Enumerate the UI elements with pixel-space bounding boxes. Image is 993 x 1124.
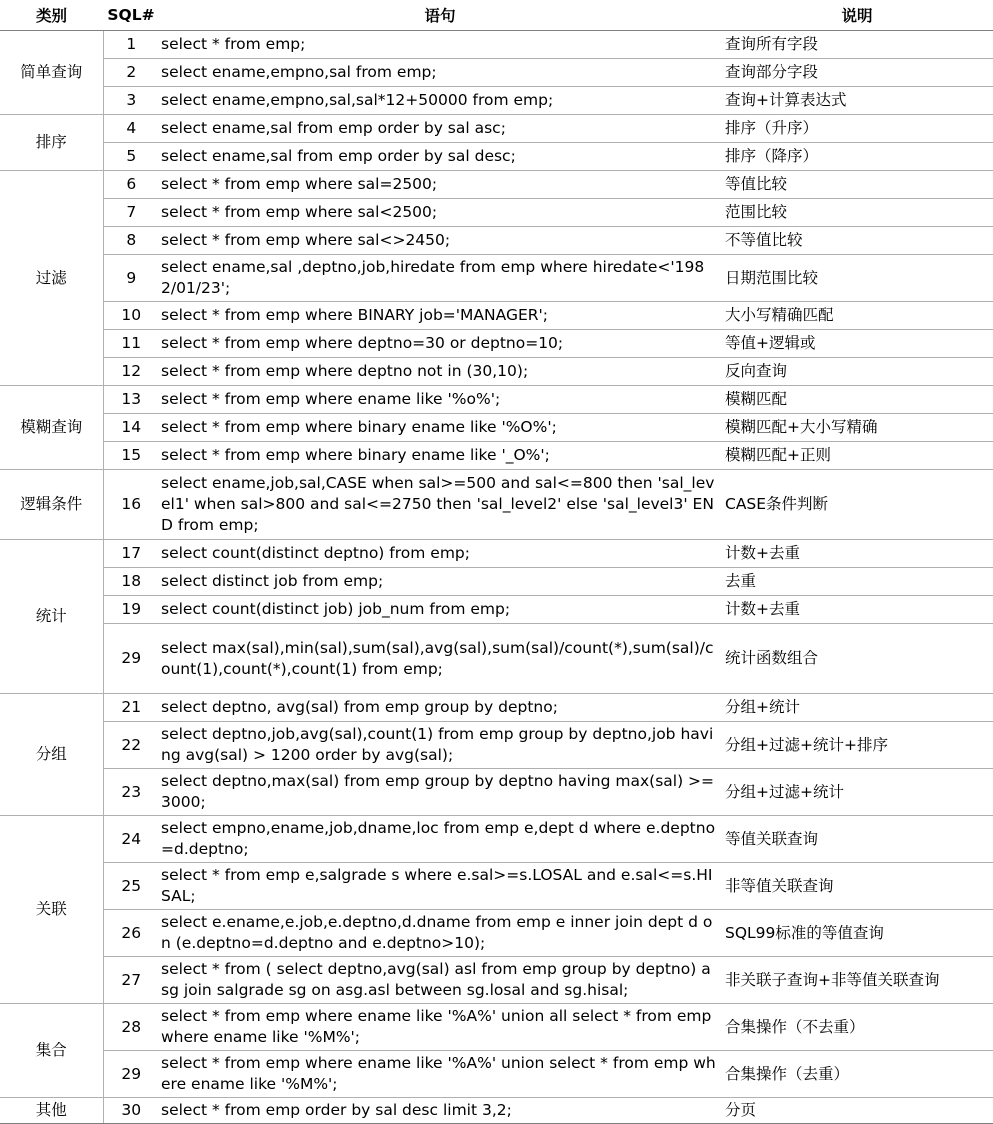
header-category: 类别	[0, 0, 103, 31]
category-cell: 过滤	[0, 171, 103, 386]
sql-statement-cell: select deptno,job,avg(sal),count(1) from emp group by deptno,job having avg(sal) > 1200 order by avg(sal);	[159, 722, 721, 769]
sql-number-cell: 8	[103, 227, 159, 255]
sql-statement-cell: select ename,sal ,deptno,job,hiredate from emp where hiredate<'1982/01/23';	[159, 255, 721, 302]
sql-statement-cell: select ename,empno,sal,sal*12+50000 from emp;	[159, 87, 721, 115]
description-cell: 模糊匹配+大小写精确	[721, 414, 993, 442]
header-sql-number: SQL#	[103, 0, 159, 31]
sql-statement-cell: select * from emp order by sal desc limit 3,2;	[159, 1098, 721, 1124]
table-row	[0, 722, 993, 769]
category-cell: 排序	[0, 115, 103, 171]
description-cell: 排序（降序）	[721, 143, 993, 171]
description-cell: 查询所有字段	[721, 31, 993, 59]
table-row	[0, 596, 993, 624]
table-row	[0, 358, 993, 386]
table-row	[0, 624, 993, 694]
sql-statement-cell: select count(distinct job) job_num from emp;	[159, 596, 721, 624]
table-body	[0, 31, 993, 1124]
category-cell: 分组	[0, 694, 103, 816]
table-header	[0, 0, 993, 31]
sql-statement-cell: select max(sal),min(sal),sum(sal),avg(sal),sum(sal)/count(*),sum(sal)/count(1),count(*),count(1) from emp;	[159, 624, 721, 694]
table-row	[0, 568, 993, 596]
description-cell: 反向查询	[721, 358, 993, 386]
sql-statement-cell: select ename,sal from emp order by sal desc;	[159, 143, 721, 171]
sql-number-cell: 9	[103, 255, 159, 302]
sql-number-cell: 17	[103, 540, 159, 568]
table-row	[0, 470, 993, 540]
description-cell: 非等值关联查询	[721, 863, 993, 910]
category-cell: 其他	[0, 1098, 103, 1124]
description-cell: 查询+计算表达式	[721, 87, 993, 115]
sql-number-cell: 7	[103, 199, 159, 227]
sql-statement-cell: select ename,job,sal,CASE when sal>=500 and sal<=800 then 'sal_level1' when sal>800 and sal<=2750 then 'sal_level2' else 'sal_level3' END from emp;	[159, 470, 721, 540]
description-cell: 等值关联查询	[721, 816, 993, 863]
description-cell: 分页	[721, 1098, 993, 1124]
sql-number-cell: 22	[103, 722, 159, 769]
header-description: 说明	[721, 0, 993, 31]
category-cell: 模糊查询	[0, 386, 103, 470]
sql-number-cell: 13	[103, 386, 159, 414]
sql-number-cell: 15	[103, 442, 159, 470]
sql-number-cell: 28	[103, 1004, 159, 1051]
table-row	[0, 1098, 993, 1124]
sql-statement-cell: select ename,empno,sal from emp;	[159, 59, 721, 87]
sql-number-cell: 10	[103, 302, 159, 330]
table-row	[0, 957, 993, 1004]
category-cell: 关联	[0, 816, 103, 1004]
sql-number-cell: 30	[103, 1098, 159, 1124]
sql-statement-cell: select deptno, avg(sal) from emp group by deptno;	[159, 694, 721, 722]
description-cell: 模糊匹配+正则	[721, 442, 993, 470]
table-row	[0, 115, 993, 143]
table-row	[0, 910, 993, 957]
sql-statement-cell: select deptno,max(sal) from emp group by deptno having max(sal) >=3000;	[159, 769, 721, 816]
sql-statement-cell: select * from emp where ename like '%A%' union all select * from emp where ename like '%M%';	[159, 1004, 721, 1051]
sql-number-cell: 5	[103, 143, 159, 171]
sql-statement-cell: select * from emp where sal<>2450;	[159, 227, 721, 255]
description-cell: 等值+逻辑或	[721, 330, 993, 358]
description-cell: 合集操作（去重）	[721, 1051, 993, 1098]
description-cell: 分组+过滤+统计+排序	[721, 722, 993, 769]
table-row	[0, 386, 993, 414]
sql-number-cell: 1	[103, 31, 159, 59]
sql-number-cell: 16	[103, 470, 159, 540]
table-row	[0, 540, 993, 568]
description-cell: 范围比较	[721, 199, 993, 227]
sql-statement-cell: select ename,sal from emp order by sal asc;	[159, 115, 721, 143]
table-row	[0, 171, 993, 199]
description-cell: 查询部分字段	[721, 59, 993, 87]
table-row	[0, 694, 993, 722]
category-cell: 集合	[0, 1004, 103, 1098]
table-row	[0, 863, 993, 910]
sql-statement-cell: select * from emp e,salgrade s where e.sal>=s.LOSAL and e.sal<=s.HISAL;	[159, 863, 721, 910]
header-row	[0, 0, 993, 31]
sql-number-cell: 25	[103, 863, 159, 910]
table-row	[0, 302, 993, 330]
sql-statement-cell: select * from emp where sal=2500;	[159, 171, 721, 199]
sql-number-cell: 2	[103, 59, 159, 87]
sql-statement-cell: select * from emp where ename like '%A%' union select * from emp where ename like '%M%';	[159, 1051, 721, 1098]
category-cell: 简单查询	[0, 31, 103, 115]
table-row	[0, 31, 993, 59]
table-row	[0, 143, 993, 171]
sql-number-cell: 27	[103, 957, 159, 1004]
description-cell: 去重	[721, 568, 993, 596]
sql-statement-cell: select * from emp where ename like '%o%';	[159, 386, 721, 414]
sql-statement-cell: select count(distinct deptno) from emp;	[159, 540, 721, 568]
description-cell: 排序（升序）	[721, 115, 993, 143]
description-cell: 日期范围比较	[721, 255, 993, 302]
description-cell: 计数+去重	[721, 596, 993, 624]
sql-statement-cell: select * from emp;	[159, 31, 721, 59]
sql-number-cell: 6	[103, 171, 159, 199]
description-cell: SQL99标准的等值查询	[721, 910, 993, 957]
description-cell: 不等值比较	[721, 227, 993, 255]
description-cell: 非关联子查询+非等值关联查询	[721, 957, 993, 1004]
description-cell: 计数+去重	[721, 540, 993, 568]
sql-statement-cell: select * from emp where BINARY job='MANAGER';	[159, 302, 721, 330]
category-cell: 逻辑条件	[0, 470, 103, 540]
table-row	[0, 769, 993, 816]
description-cell: 分组+过滤+统计	[721, 769, 993, 816]
sql-number-cell: 3	[103, 87, 159, 115]
sql-statement-cell: select distinct job from emp;	[159, 568, 721, 596]
table-row	[0, 255, 993, 302]
table-row	[0, 1051, 993, 1098]
sql-number-cell: 18	[103, 568, 159, 596]
sql-statement-cell: select * from emp where binary ename like '_O%';	[159, 442, 721, 470]
sql-statement-cell: select * from ( select deptno,avg(sal) asl from emp group by deptno) asg join salgrade sg on asg.asl between sg.losal and sg.hisal;	[159, 957, 721, 1004]
sql-statement-cell: select * from emp where deptno not in (30,10);	[159, 358, 721, 386]
sql-statement-cell: select * from emp where sal<2500;	[159, 199, 721, 227]
table-row	[0, 227, 993, 255]
sql-number-cell: 26	[103, 910, 159, 957]
sql-number-cell: 12	[103, 358, 159, 386]
sql-statement-cell: select e.ename,e.job,e.deptno,d.dname from emp e inner join dept d on (e.deptno=d.deptno and e.deptno>10);	[159, 910, 721, 957]
header-statement: 语句	[159, 0, 721, 31]
description-cell: 统计函数组合	[721, 624, 993, 694]
table-row	[0, 816, 993, 863]
table-row	[0, 87, 993, 115]
description-cell: 大小写精确匹配	[721, 302, 993, 330]
sql-number-cell: 11	[103, 330, 159, 358]
sql-statement-cell: select * from emp where binary ename like '%O%';	[159, 414, 721, 442]
description-cell: 模糊匹配	[721, 386, 993, 414]
sql-number-cell: 24	[103, 816, 159, 863]
sql-number-cell: 21	[103, 694, 159, 722]
table-row	[0, 1004, 993, 1051]
table-row	[0, 330, 993, 358]
sql-number-cell: 14	[103, 414, 159, 442]
sql-number-cell: 29	[103, 1051, 159, 1098]
table-row	[0, 414, 993, 442]
sql-number-cell: 4	[103, 115, 159, 143]
table-row	[0, 199, 993, 227]
description-cell: 合集操作（不去重）	[721, 1004, 993, 1051]
description-cell: CASE条件判断	[721, 470, 993, 540]
sql-number-cell: 23	[103, 769, 159, 816]
table-row	[0, 442, 993, 470]
description-cell: 分组+统计	[721, 694, 993, 722]
sql-statement-cell: select empno,ename,job,dname,loc from emp e,dept d where e.deptno=d.deptno;	[159, 816, 721, 863]
category-cell: 统计	[0, 540, 103, 694]
sql-number-cell: 29	[103, 624, 159, 694]
sql-statement-cell: select * from emp where deptno=30 or deptno=10;	[159, 330, 721, 358]
description-cell: 等值比较	[721, 171, 993, 199]
sql-number-cell: 19	[103, 596, 159, 624]
table-row	[0, 59, 993, 87]
